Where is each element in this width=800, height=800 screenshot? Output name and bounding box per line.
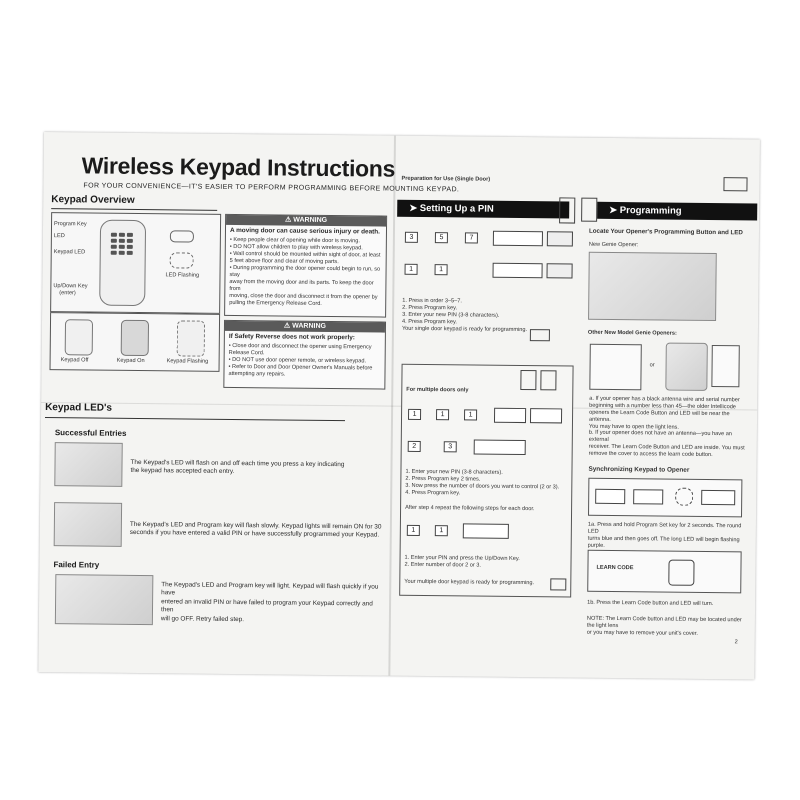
successful-entry-image-2 — [54, 502, 122, 547]
callout-enter: (enter) — [59, 290, 76, 297]
multi-steps-2: 1. Enter your PIN and press the Up/Down Key. 2. Enter number of door 2 or 3. — [404, 554, 520, 569]
ready-icon — [530, 329, 550, 341]
final-note: NOTE: The Learn Code button and LED may be located under the light lens or you may have to remove your unit's cover. — [586, 615, 742, 637]
sync-key-1 — [595, 489, 625, 504]
failed-text: The Keypad's LED and Program key will light. Keypad will flash quickly if you have entered an invalid PIN or have failed to program your Keypad correctly and then will go OFF. Retry failed step. — [160, 581, 379, 623]
multi-key-6: 1 — [407, 525, 420, 536]
pin-key-3: 7 — [465, 232, 478, 243]
multi-key-4: 2 — [408, 441, 421, 452]
warning-lead-2: If Safety Reverse does not work properly: — [228, 332, 355, 342]
successful-text-2: The Keypad's LED and Program key will flash slowly. Keypad lights will remain ON for 30 seconds if you have entered a valid PIN or have successfully programmed your Keypad. — [129, 520, 382, 539]
note-a: a. If your opener has a black antenna wire and serial number beginning with a number less than 45—the older Intellicode openers the Learn Code Button and LED will be near the antenna. You may have to open the light lens. — [588, 395, 740, 431]
sync-diagram — [588, 478, 742, 518]
callout-keypad-led: Keypad LED — [53, 249, 86, 256]
multi-steps: 1. Enter your new PIN (3-8 characters). 2. Press Program key 2 times. 3. Now press the number of doors you want to control (2 or 3). 4. Press Program key. — [405, 468, 560, 497]
warning-box-1 — [224, 214, 387, 318]
multiple-doors-label: For multiple doors only — [406, 386, 469, 394]
programming-icon — [581, 198, 597, 222]
keypad-states-panel — [50, 312, 221, 372]
sync-heading: Synchronizing Keypad to Opener — [588, 465, 690, 474]
keypad-flashing-image — [177, 320, 205, 356]
page-title: Wireless Keypad Instructions — [81, 152, 396, 182]
multi-key-1: 1 — [408, 409, 421, 420]
opener-panel-c — [711, 345, 739, 387]
opener-illustration — [588, 252, 717, 321]
keypad-mini-icon — [559, 197, 575, 223]
warning-header-1: ⚠ WARNING — [226, 215, 386, 227]
keypad-overview-heading: Keypad Overview — [51, 194, 135, 206]
successful-entry-image-1 — [54, 442, 122, 487]
learn-code-diagram — [587, 550, 741, 594]
failed-entry-label: Failed Entry — [53, 560, 100, 570]
pin-key-5: 1 — [435, 264, 448, 275]
note-b: b. If your opener does not have an antenna—you have an external receiver. The Learn Code Button and LED are inside. You must remove the cover to access the learn code button. — [588, 429, 745, 459]
keypad-overview-panel — [50, 212, 221, 314]
pin-program-key-2 — [492, 263, 542, 279]
multiple-doors-panel — [399, 364, 573, 598]
state-keypad-on: Keypad On — [116, 357, 145, 365]
multi-ready: Your multiple door keypad is ready for programming. — [404, 578, 535, 587]
multi-program-key-2 — [530, 408, 562, 423]
sync-key-3 — [701, 490, 735, 505]
flash-icon — [675, 488, 693, 506]
led-on-icon — [170, 230, 194, 242]
page-number: 2 — [734, 639, 738, 646]
step-1a: 1a. Press and hold Program Set key for 2 seconds. The round LED turns blue and then goes off. The long LED will begin flashing purple. — [587, 521, 742, 549]
preparation-label: Preparation for Use (Single Door) — [401, 175, 491, 183]
locate-heading: Locate Your Opener's Programming Button and LED — [588, 227, 743, 237]
multi-ready-icon — [550, 578, 566, 590]
successful-text-1: The Keypad's LED will flash on and off each time you press a key indicating the keypad has accepted each entry. — [130, 458, 345, 476]
keypad-illustration — [99, 220, 146, 306]
learn-button-image — [668, 560, 694, 586]
door-icon-1 — [520, 370, 536, 390]
other-openers-label: Other New Model Genie Openers: — [587, 329, 677, 337]
multi-key-2: 1 — [436, 409, 449, 420]
programming-banner: ➤ Programming — [597, 202, 757, 221]
opener-panel-a — [589, 344, 641, 391]
led-flashing-icon — [170, 252, 194, 268]
multi-key-3: 1 — [464, 409, 477, 420]
warning-header-2: ⚠ WARNING — [225, 321, 385, 333]
warning-text-1: • Keep people clear of opening while door is moving. • DO NOT allow children to play with wireless keypad. • Wall control should be mounted within sight of door, at least 5 feet above floor and clear of moving parts. • During programming the door opener could begin to run, so stay away from the moving door and its parts. To keep the door from moving, close the door and disconnect it from the opener by pulling the Emergency Release Cord. — [229, 237, 381, 308]
pin-key-2: 5 — [435, 232, 448, 243]
warning-text-2: • Close door and disconnect the opener using Emergency Release Cord. • DO NOT use door opener remote, or wireless keypad. • Refer to Door and Door Opener Owner's Manuals before attempting any repairs. — [228, 343, 373, 378]
state-keypad-off: Keypad Off — [60, 357, 89, 364]
new-genie-label: New Genie Opener: — [588, 241, 639, 249]
instruction-sheet — [38, 132, 760, 679]
keypad-on-image — [121, 320, 149, 356]
learn-code-label: LEARN CODE — [596, 564, 634, 572]
leds-rule — [45, 417, 345, 421]
successful-entries-label: Successful Entries — [54, 428, 127, 438]
callout-up-down-key: Up/Down Key — [53, 283, 88, 290]
keypad-buttons — [111, 233, 133, 255]
page-subtitle: FOR YOUR CONVENIENCE—IT'S EASIER TO PERFORM PROGRAMMING BEFORE MOUNTING KEYPAD. — [83, 182, 460, 194]
warning-box-2 — [223, 320, 386, 390]
multi-key-5: 3 — [444, 441, 457, 452]
pin-steps: 1. Press in order 3–5–7. 2. Press Program key. 3. Enter your new PIN (3-8 characters). 4. Press Program key. Your single door keypad is ready for programming. — [401, 297, 528, 334]
or-label: or — [649, 362, 655, 369]
led-flashing-label: LED Flashing — [165, 272, 200, 279]
keypad-leds-heading: Keypad LED's — [45, 402, 113, 414]
multi-up-down-key — [463, 523, 509, 538]
door-icon-2 — [540, 370, 556, 390]
sync-key-2 — [633, 489, 663, 504]
failed-entry-image — [55, 574, 154, 625]
callout-program-key: Program Key — [54, 221, 87, 228]
warning-lead-1: A moving door can cause serious injury or death. — [229, 226, 380, 236]
pin-key-1: 3 — [405, 232, 418, 243]
multi-program-key — [494, 408, 526, 423]
pin-program-key — [493, 231, 543, 247]
page-corner-icon — [723, 177, 747, 191]
callout-led: LED — [53, 233, 65, 240]
step-1b: 1b. Press the Learn Code button and LED will turn. — [587, 599, 714, 608]
multi-program-key-3 — [474, 440, 526, 456]
opener-panel-b — [665, 343, 708, 391]
overview-rule — [51, 208, 217, 211]
state-keypad-flashing: Keypad Flashing — [166, 358, 209, 365]
keypad-off-image — [65, 319, 93, 355]
pin-keypad-result — [547, 231, 573, 246]
setting-up-pin-banner: ➤ Setting Up a PIN — [397, 200, 569, 219]
multi-key-7: 1 — [435, 525, 448, 536]
pin-key-4: 1 — [405, 264, 418, 275]
multi-repeat-note: After step 4 repeat the following steps for each door. — [405, 504, 535, 513]
pin-keypad-result-2 — [546, 263, 572, 278]
